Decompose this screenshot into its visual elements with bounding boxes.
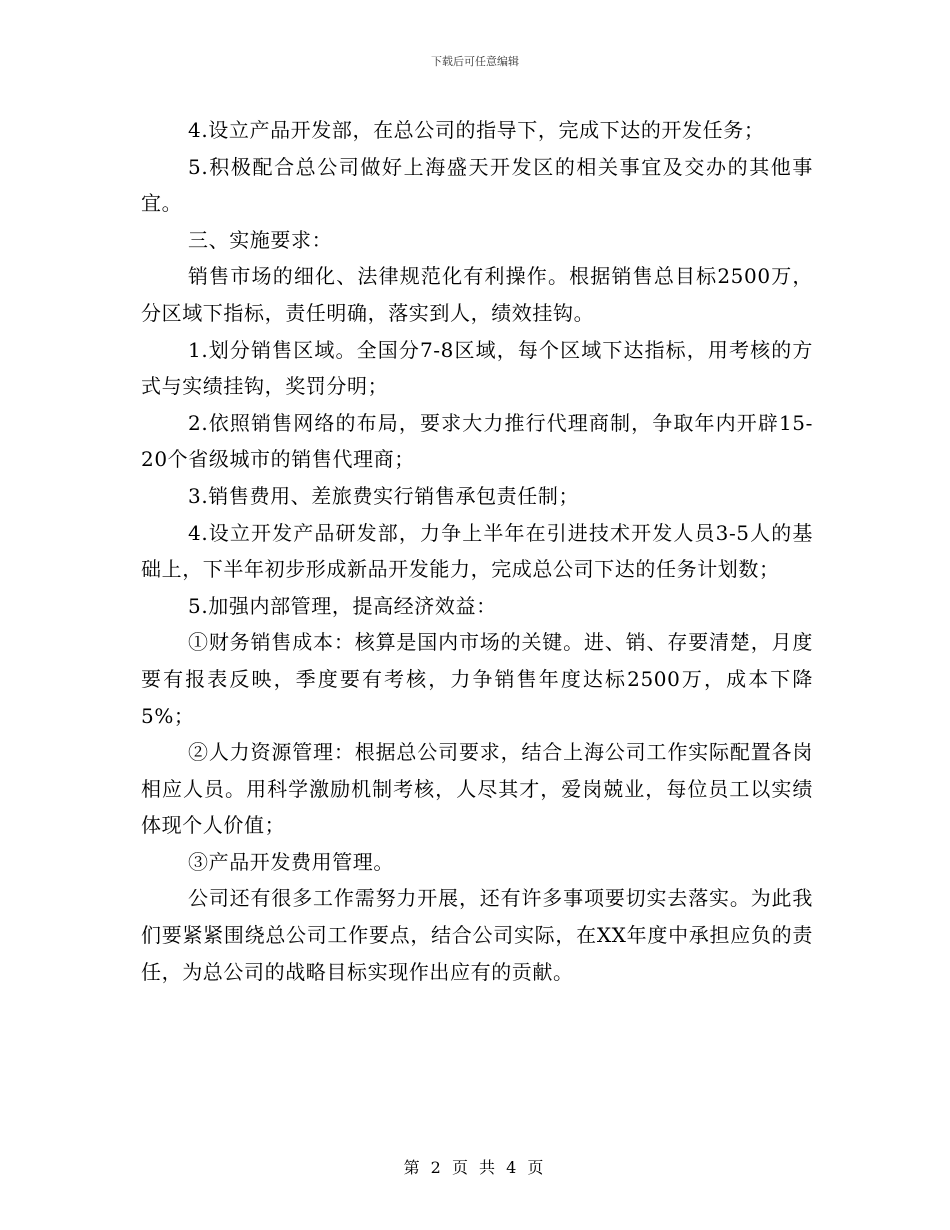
- header-note: 下载后可任意编辑: [431, 55, 519, 68]
- paragraph-11: ②人力资源管理：根据总公司要求，结合上海公司工作实际配置各岗相应人员。用科学激励机制考核，人尽其才，爱岗兢业，每位员工以实绩体现个人价值；: [141, 740, 813, 838]
- paragraph-4: 销售市场的细化、法律规范化有利操作。根据销售总目标2500万，分区域下指标，责任明确，落实到人，绩效挂钩。: [141, 264, 813, 325]
- paragraph-1: 4.设立产品开发部，在总公司的指导下，完成下达的开发任务；: [188, 118, 765, 142]
- paragraph-5: 1.划分销售区域。全国分7-8区域，每个区域下达指标，用考核的方式与实绩挂钩，奖罚分明；: [141, 337, 813, 399]
- paragraph-13: 公司还有很多工作需努力开展，还有许多事项要切实去落实。为此我们要紧紧围绕总公司工作要点，结合公司实际，在XX年度中承担应负的责任，为总公司的战略目标实现作出应有的贡献。: [141, 886, 813, 984]
- paragraph-2: 5.积极配合总公司做好上海盛天开发区的相关事宜及交办的其他事宜。: [141, 154, 813, 216]
- paragraph-8: 4.设立开发产品研发部，力争上半年在引进技术开发人员3-5人的基础上，下半年初步形成新品开发能力，完成总公司下达的任务计划数；: [141, 520, 813, 582]
- paragraph-7: 3.销售费用、差旅费实行销售承包责任制；: [188, 483, 580, 508]
- paragraph-12: ③产品开发费用管理。: [188, 849, 394, 874]
- document-body: [141, 112, 813, 990]
- page-number-label: 第 2 页 共 4 页: [403, 1158, 547, 1177]
- page-number-footer: [0, 1155, 950, 1178]
- paragraph-6: 2.依照销售网络的布局，要求大力推行代理商制，争取年内开辟15-20个省级城市的销售代理商；: [141, 410, 813, 472]
- section-heading: 三、实施要求：: [188, 227, 333, 252]
- paragraph-9: 5.加强内部管理，提高经济效益：: [188, 593, 497, 618]
- paragraph-10: ①财务销售成本：核算是国内市场的关键。进、销、存要清楚，月度要有报表反映，季度要有考核，力争销售年度达标2500万，成本下降5%；: [141, 630, 813, 728]
